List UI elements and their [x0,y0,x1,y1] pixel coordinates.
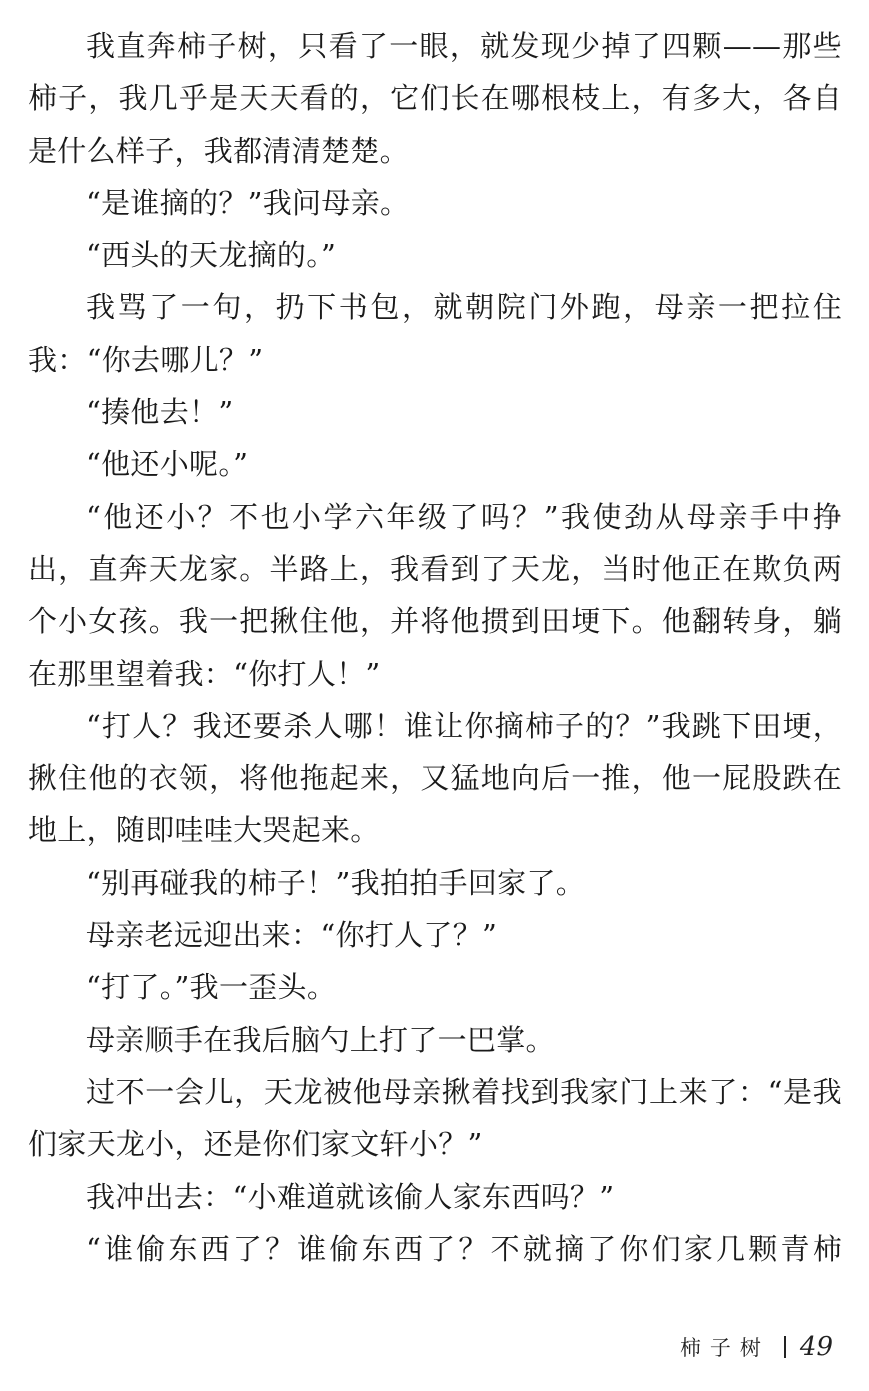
paragraph: “打人？我还要杀人哪！谁让你摘柿子的？”我跳下田埂，揪住他的衣领，将他拖起来，又猛地向后一推，他一屁股跌在地上，随即哇哇大哭起来。 [28,708,842,848]
paragraph: 母亲顺手在我后脑勺上打了一巴掌。 [86,1022,555,1057]
paragraph: “他还小？不也小学六年级了吗？”我使劲从母亲手中挣出，直奔天龙家。半路上，我看到了天龙，当时他正在欺负两个小女孩。我一把揪住他，并将他掼到田埂下。他翻转身，躺在那里望着我：“你打人！” [28,499,842,691]
paragraph: “打了。”我一歪头。 [86,970,337,1005]
paragraph: “他还小呢。” [86,447,249,482]
paragraph: 我直奔柿子树，只看了一眼，就发现少掉了四颗——那些柿子，我几乎是天天看的，它们长在哪根枝上，有多大，各自是什么样子，我都清清楚楚。 [28,29,842,168]
footer-divider [784,1336,786,1358]
paragraph-continued: “谁偷东西了？谁偷东西了？不就摘了你们家几颗青柿 [86,1231,842,1266]
paragraph: 过不一会儿，天龙被他母亲揪着找到我家门上来了：“是我们家天龙小，还是你们家文轩小？” [28,1074,842,1162]
paragraph: “揍他去！” [86,395,234,430]
paragraph: 我冲出去：“小难道就该偷人家东西吗？” [86,1179,615,1214]
paragraph: “是谁摘的？”我问母亲。 [86,185,410,220]
paragraph: “别再碰我的柿子！”我拍拍手回家了。 [86,865,586,900]
body-text [28,20,842,1275]
paragraph: 母亲老远迎出来：“你打人了？” [86,918,498,953]
paragraph: 我骂了一句，扔下书包，就朝院门外跑，母亲一把拉住我：“你去哪儿？” [28,290,842,377]
running-title: 柿子树 [679,1336,770,1360]
page-footer [680,1332,833,1362]
page-number: 49 [799,1332,833,1362]
paragraph: “西头的天龙摘的。” [86,238,337,273]
